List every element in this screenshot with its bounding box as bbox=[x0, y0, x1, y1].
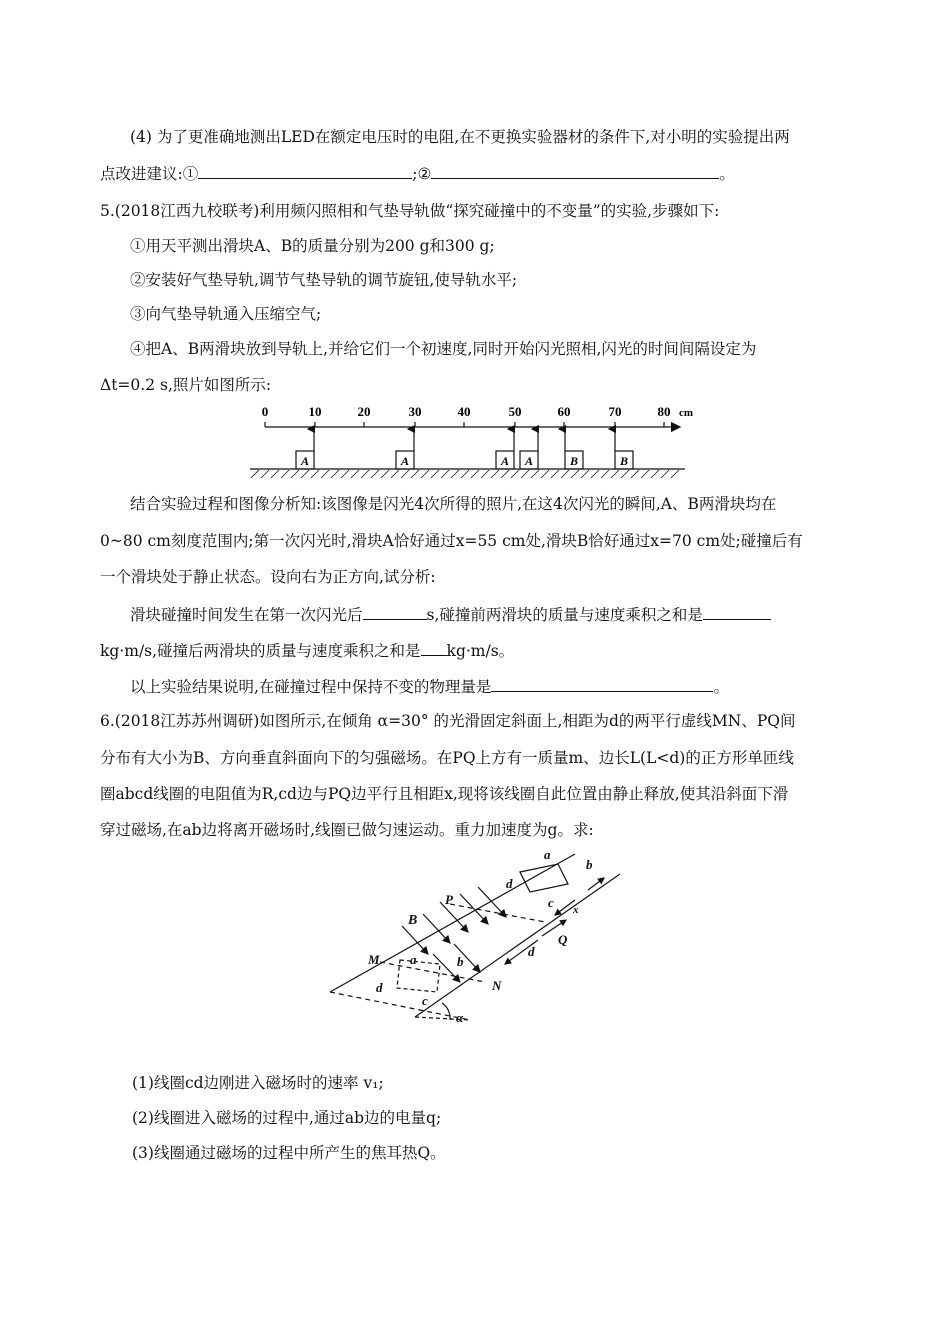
label-p: P bbox=[445, 892, 453, 907]
air-track-figure bbox=[245, 398, 695, 480]
label-field-b: B bbox=[408, 913, 418, 928]
label-x: x bbox=[573, 904, 579, 916]
label-alpha: α bbox=[456, 1010, 464, 1025]
answer-blank-5[interactable] bbox=[421, 640, 447, 656]
label-d-top: d bbox=[506, 876, 513, 891]
q5-fill2-text-a: kg·m/s,碰撞后两滑块的质量与速度乘积之和是 bbox=[100, 642, 421, 660]
block-label-a2: A bbox=[400, 454, 410, 468]
q5-step1: ①用天平测出滑块A、B的质量分别为200 g和300 g; bbox=[130, 237, 495, 255]
coil-upper bbox=[520, 864, 568, 892]
answer-blank-3[interactable] bbox=[363, 604, 427, 620]
unit-label: cm bbox=[679, 407, 694, 419]
label-dist-d: d bbox=[528, 944, 535, 959]
label-c-top: c bbox=[548, 895, 554, 910]
q6-line4: 穿过磁场,在ab边将离开磁场时,线圈已做匀速运动。重力加速度为g。求: bbox=[100, 821, 594, 839]
answer-blank-2[interactable] bbox=[431, 163, 719, 179]
incline-edge-left bbox=[330, 854, 575, 992]
label-q: Q bbox=[558, 932, 568, 947]
answer-blank-4[interactable] bbox=[703, 604, 771, 620]
q4-line1: (4) 为了更准确地测出LED在额定电压时的电阻,在不更换实验器材的条件下,对小明的实验提出两 bbox=[130, 128, 790, 146]
q5-fill2-text-b: kg·m/s。 bbox=[446, 642, 515, 660]
label-n: N bbox=[492, 978, 502, 993]
block-label-b2: B bbox=[619, 454, 629, 468]
q5-step3: ③向气垫导轨通入压缩空气; bbox=[130, 305, 322, 323]
q5-fill3 bbox=[130, 676, 729, 697]
q5-fill3-text-b: 。 bbox=[713, 678, 729, 696]
incline-base bbox=[330, 992, 470, 1020]
block-label-a1: A bbox=[300, 454, 310, 468]
label-b-low: b bbox=[457, 954, 464, 969]
q5-step2: ②安装好气垫导轨,调节气垫导轨的调节旋钮,使导轨水平; bbox=[130, 271, 518, 289]
q6-sub3: (3)线圈通过磁场的过程中所产生的焦耳热Q。 bbox=[132, 1144, 446, 1162]
q6-line3: 圈abcd线圈的电阻值为R,cd边与PQ边平行且相距x,现将该线圈自此位置由静止释放,使其沿斜面下滑 bbox=[100, 785, 789, 803]
q6-sub2: (2)线圈进入磁场的过程中,通过ab边的电量q; bbox=[132, 1109, 442, 1127]
tick-label-0: 0 bbox=[261, 404, 269, 419]
q4-end: 。 bbox=[719, 165, 735, 183]
tick-label-10: 10 bbox=[308, 404, 322, 419]
q5-fill3-text-a: 以上实验结果说明,在碰撞过程中保持不变的物理量是 bbox=[130, 678, 492, 696]
label-c-low: c bbox=[422, 993, 428, 1008]
tick-label-60: 60 bbox=[557, 404, 571, 419]
q5-fill2 bbox=[100, 640, 514, 661]
label-d-low: d bbox=[376, 980, 383, 995]
boundary-pq bbox=[450, 904, 545, 922]
label-m: M bbox=[368, 952, 380, 967]
tick-label-70: 70 bbox=[608, 404, 622, 419]
q6-sub1: (1)线圈cd边刚进入磁场时的速率 v₁; bbox=[132, 1074, 384, 1092]
q5-analysis3: 一个滑块处于静止状态。设向右为正方向,试分析: bbox=[100, 568, 436, 586]
incline-magnetic-field-figure bbox=[320, 842, 640, 1032]
block-label-a3: A bbox=[500, 454, 510, 468]
block-label-a4: A bbox=[524, 454, 534, 468]
label-b-top: b bbox=[586, 857, 593, 872]
q5-fill1-text-a: 滑块碰撞时间发生在第一次闪光后 bbox=[130, 606, 363, 624]
q5-analysis1: 结合实验过程和图像分析知:该图像是闪光4次所得的照片,在这4次闪光的瞬间,A、B两滑块均在 bbox=[130, 495, 777, 513]
tick-label-20: 20 bbox=[357, 404, 371, 419]
ground-hatching bbox=[251, 470, 679, 478]
label-a-low: a bbox=[410, 952, 417, 967]
tick-label-50: 50 bbox=[508, 404, 522, 419]
q6-line2: 分布有大小为B、方向垂直斜面向下的匀强磁场。在PQ上方有一质量m、边长L(L<d)的正方形单匝线 bbox=[100, 749, 794, 767]
q5-fill1 bbox=[130, 604, 771, 625]
q5-step4b: Δt=0.2 s,照片如图所示: bbox=[100, 376, 272, 394]
q5-fill1-text-b: s,碰撞前两滑块的质量与速度乘积之和是 bbox=[426, 606, 703, 624]
boundary-mn bbox=[380, 962, 485, 982]
q5-header: 5.(2018江西九校联考)利用频闪照相和气垫导轨做“探究碰撞中的不变量”的实验,步骤如下: bbox=[100, 202, 720, 220]
q5-step4a: ④把A、B两滑块放到导轨上,并给它们一个初速度,同时开始闪光照相,闪光的时间间隔设定为 bbox=[130, 340, 757, 358]
q4-separator: ;② bbox=[412, 165, 432, 183]
answer-blank-6[interactable] bbox=[491, 676, 713, 692]
coil-lower bbox=[397, 960, 440, 992]
answer-blank-1[interactable] bbox=[198, 163, 412, 179]
tick-label-80: 80 bbox=[657, 404, 671, 419]
q6-line1: 6.(2018江苏苏州调研)如图所示,在倾角 α=30° 的光滑固定斜面上,相距为d的两平行虚线MN、PQ间 bbox=[100, 712, 796, 730]
block-label-b1: B bbox=[569, 454, 579, 468]
q4-suggestion-prefix: 点改进建议:① bbox=[100, 165, 199, 183]
tick-label-40: 40 bbox=[457, 404, 471, 419]
angle-arc bbox=[442, 1003, 450, 1020]
q5-analysis2: 0~80 cm刻度范围内;第一次闪光时,滑块A恰好通过x=55 cm处,滑块B恰好通过x=70 cm处;碰撞后有 bbox=[100, 532, 803, 550]
label-a-top: a bbox=[544, 847, 551, 862]
q4-line2 bbox=[100, 163, 735, 184]
tick-label-30: 30 bbox=[408, 404, 422, 419]
